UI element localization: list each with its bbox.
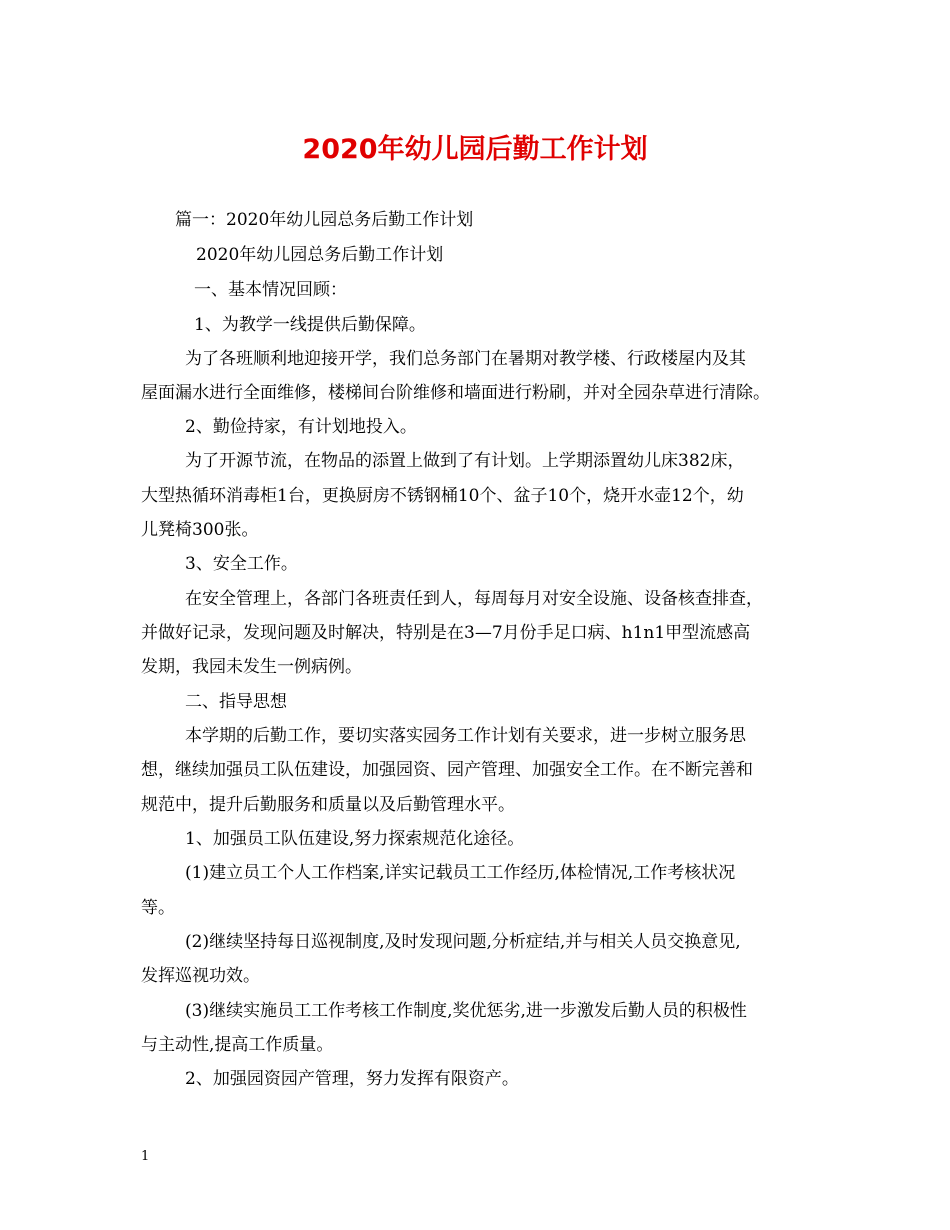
paragraph-line: 为了各班顺利地迎接开学，我们总务部门在暑期对教学楼、行政楼屋内及其 — [185, 349, 746, 369]
paragraph-line: 规范中，提升后勤服务和质量以及后勤管理水平。 — [141, 795, 515, 815]
page-number: 1 — [141, 1149, 150, 1164]
item-heading: 2、加强园资园产管理，努力发挥有限资产。 — [185, 1069, 519, 1089]
section-heading: 篇一：2020年幼儿园总务后勤工作计划 — [175, 210, 474, 230]
paragraph-line: 与主动性,提高工作质量。 — [141, 1035, 334, 1055]
paragraph-line: 想，继续加强员工队伍建设，加强园资、园产管理、加强安全工作。在不断完善和 — [141, 760, 753, 780]
document-title: 2020年幼儿园后勤工作计划 — [302, 134, 648, 165]
paragraph-line: 发期，我园未发生一例病例。 — [141, 657, 362, 677]
paragraph-line: 本学期的后勤工作，要切实落实园务工作计划有关要求，进一步树立服务思 — [185, 726, 746, 746]
sub-heading: 2020年幼儿园总务后勤工作计划 — [196, 245, 444, 265]
paragraph-line: 屋面漏水进行全面维修，楼梯间台阶维修和墙面进行粉刷，并对全园杂草进行清除。 — [141, 383, 770, 403]
paragraph-line: (2)继续坚持每日巡视制度,及时发现问题,分析症结,并与相关人员交换意见, — [185, 932, 741, 952]
paragraph-line: 并做好记录，发现问题及时解决，特别是在3—7月份手足口病、h1n1甲型流感高 — [141, 623, 751, 643]
paragraph-line: 为了开源节流，在物品的添置上做到了有计划。上学期添置幼儿床382床， — [185, 451, 745, 471]
item-heading: 2、勤俭持家，有计划地投入。 — [185, 417, 417, 437]
paragraph-line: 儿凳椅300张。 — [141, 520, 259, 540]
paragraph-line: 发挥巡视功效。 — [141, 966, 260, 986]
heading-basic-review: 一、基本情况回顾： — [194, 280, 347, 300]
paragraph-line: 大型热循环消毒柜1台，更换厨房不锈钢桶10个、盆子10个，烧开水壶12个，幼 — [141, 486, 744, 506]
paragraph-line: 在安全管理上，各部门各班责任到人，每周每月对安全设施、设备核查排查， — [185, 589, 763, 609]
heading-guiding-ideology: 二、指导思想 — [185, 692, 287, 712]
item-heading: 3、安全工作。 — [185, 554, 298, 574]
item-heading: 1、为教学一线提供后勤保障。 — [194, 315, 426, 335]
item-heading: 1、加强员工队伍建设,努力探索规范化途径。 — [185, 829, 525, 849]
paragraph-line: (1)建立员工个人工作档案,详实记载员工工作经历,体检情况,工作考核状况 — [185, 863, 736, 883]
paragraph-line: 等。 — [141, 898, 175, 918]
paragraph-line: (3)继续实施员工工作考核工作制度,奖优惩劣,进一步激发后勤人员的积极性 — [185, 1001, 747, 1021]
